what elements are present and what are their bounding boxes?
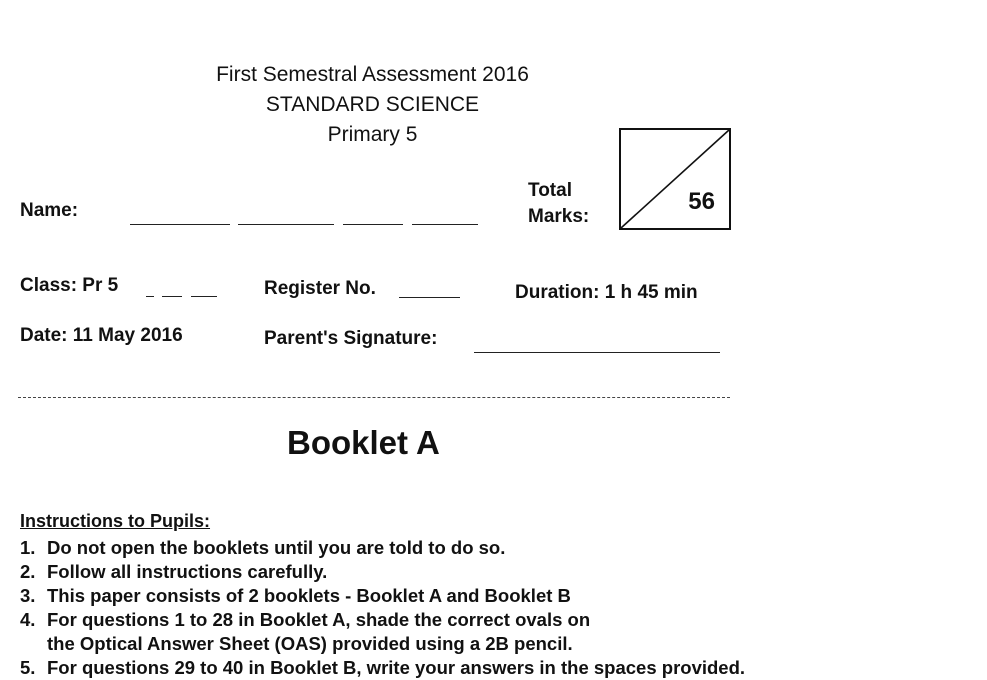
instruction-text: the Optical Answer Sheet (OAS) provided using a 2B pencil.	[47, 633, 573, 654]
date-text: Date: 11 May 2016	[20, 325, 183, 346]
instruction-text: For questions 29 to 40 in Booklet B, write your answers in the spaces provided.	[47, 657, 746, 678]
instruction-number: 4.	[20, 609, 36, 630]
name-blank[interactable]	[412, 224, 478, 225]
instruction-item	[20, 608, 710, 632]
exam-header	[100, 60, 645, 150]
instruction-item	[20, 584, 710, 608]
exam-subject: STANDARD SCIENCE	[265, 93, 480, 116]
instruction-item	[20, 656, 746, 680]
total-marks-label	[528, 178, 589, 230]
class-blank[interactable]	[191, 296, 217, 297]
name-label: Name:	[20, 200, 79, 221]
exam-title: First Semestral Assessment 2016	[216, 63, 529, 86]
name-blank[interactable]	[343, 224, 403, 225]
instructions-heading: Instructions to Pupils:	[20, 511, 211, 531]
parent-signature-blank[interactable]	[474, 352, 720, 353]
register-label: Register No.	[264, 278, 376, 299]
booklet-title: Booklet A	[287, 424, 440, 461]
class-blank[interactable]	[146, 296, 154, 297]
total-marks-value: 56	[688, 188, 715, 215]
instruction-number: 3.	[20, 585, 36, 606]
instruction-text: Follow all instructions carefully.	[47, 561, 328, 582]
register-blank[interactable]	[399, 297, 460, 298]
total-marks-box	[619, 128, 731, 230]
total-marks-label-line: Marks:	[528, 206, 590, 227]
total-marks-label-line: Total	[528, 180, 572, 201]
parent-signature-label: Parent's Signature:	[264, 328, 438, 349]
instruction-item	[20, 536, 710, 560]
instruction-text: For questions 1 to 28 in Booklet A, shade the correct ovals on	[47, 609, 591, 630]
duration-text: Duration: 1 h 45 min	[515, 282, 698, 303]
instruction-item	[20, 632, 710, 656]
instruction-text: Do not open the booklets until you are told to do so.	[47, 537, 506, 558]
instruction-number: 1.	[20, 537, 36, 558]
instruction-item	[20, 560, 710, 584]
instruction-text: This paper consists of 2 booklets - Booklet A and Booklet B	[47, 585, 571, 606]
instruction-number: 2.	[20, 561, 36, 582]
instruction-number: 5.	[20, 657, 36, 678]
exam-level: Primary 5	[327, 123, 418, 146]
class-blank[interactable]	[162, 296, 182, 297]
name-blank[interactable]	[130, 224, 230, 225]
class-label: Class: Pr 5	[20, 275, 119, 296]
section-divider	[18, 397, 730, 398]
instructions-list	[20, 536, 746, 680]
name-blank[interactable]	[238, 224, 334, 225]
